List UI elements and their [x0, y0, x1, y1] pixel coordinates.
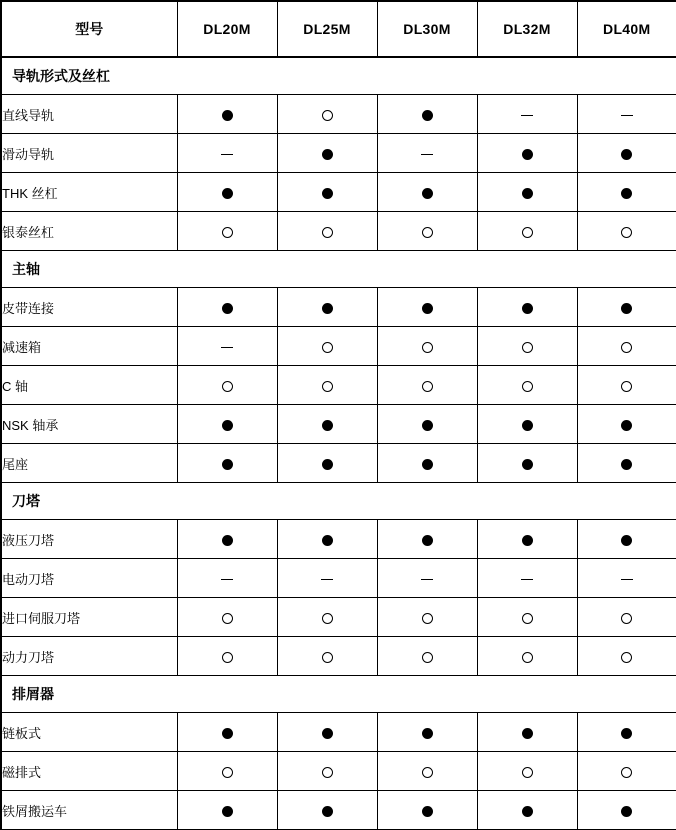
cell-mark-filled [477, 173, 577, 212]
header-cell-label: 型号 [1, 1, 177, 57]
dash-icon [521, 115, 533, 116]
row-label: 皮带连接 [1, 288, 177, 327]
filled-circle-icon [522, 728, 533, 739]
header-cell-model-2: DL25M [277, 1, 377, 57]
cell-mark-filled [177, 520, 277, 559]
table-header [1, 1, 676, 57]
filled-circle-icon [222, 728, 233, 739]
cell-mark-dash [477, 559, 577, 598]
cell-mark-open [277, 598, 377, 637]
row-label: NSK 轴承 [1, 405, 177, 444]
filled-circle-icon [621, 535, 632, 546]
open-circle-icon [621, 227, 632, 238]
filled-circle-icon [222, 303, 233, 314]
cell-mark-filled [177, 444, 277, 483]
table-row [1, 598, 676, 637]
open-circle-icon [222, 767, 233, 778]
dash-icon [621, 579, 633, 580]
cell-mark-filled [277, 405, 377, 444]
cell-mark-filled [277, 173, 377, 212]
table-row [1, 637, 676, 676]
table-row [1, 95, 676, 134]
open-circle-icon [621, 381, 632, 392]
cell-mark-filled [477, 520, 577, 559]
cell-mark-dash [177, 134, 277, 173]
row-label: 链板式 [1, 713, 177, 752]
cell-mark-open [277, 212, 377, 251]
cell-mark-filled [577, 134, 676, 173]
cell-mark-filled [377, 444, 477, 483]
filled-circle-icon [522, 149, 533, 160]
cell-mark-filled [577, 713, 676, 752]
section-header-row [1, 483, 676, 520]
cell-mark-open [277, 752, 377, 791]
cell-mark-open [477, 366, 577, 405]
filled-circle-icon [222, 188, 233, 199]
cell-mark-filled [277, 520, 377, 559]
filled-circle-icon [522, 535, 533, 546]
filled-circle-icon [522, 806, 533, 817]
cell-mark-filled [177, 95, 277, 134]
cell-mark-open [177, 366, 277, 405]
open-circle-icon [222, 652, 233, 663]
header-cell-model-4: DL32M [477, 1, 577, 57]
filled-circle-icon [222, 420, 233, 431]
cell-mark-filled [577, 444, 676, 483]
cell-mark-open [477, 752, 577, 791]
open-circle-icon [222, 613, 233, 624]
filled-circle-icon [522, 420, 533, 431]
cell-mark-open [477, 212, 577, 251]
open-circle-icon [322, 110, 333, 121]
section-header-row [1, 676, 676, 713]
table-row [1, 288, 676, 327]
table-row [1, 752, 676, 791]
cell-mark-open [377, 327, 477, 366]
cell-mark-filled [377, 288, 477, 327]
filled-circle-icon [222, 806, 233, 817]
row-label: C 轴 [1, 366, 177, 405]
cell-mark-open [177, 637, 277, 676]
cell-mark-open [377, 637, 477, 676]
cell-mark-open [577, 752, 676, 791]
cell-mark-open [177, 212, 277, 251]
dash-icon [221, 347, 233, 348]
cell-mark-filled [477, 444, 577, 483]
open-circle-icon [322, 767, 333, 778]
cell-mark-open [477, 598, 577, 637]
table-body [1, 57, 676, 830]
open-circle-icon [322, 227, 333, 238]
filled-circle-icon [522, 188, 533, 199]
filled-circle-icon [522, 459, 533, 470]
filled-circle-icon [422, 459, 433, 470]
cell-mark-open [477, 327, 577, 366]
table-row [1, 327, 676, 366]
row-label: 液压刀塔 [1, 520, 177, 559]
cell-mark-filled [277, 134, 377, 173]
open-circle-icon [522, 227, 533, 238]
row-label: 尾座 [1, 444, 177, 483]
open-circle-icon [621, 613, 632, 624]
cell-mark-open [577, 212, 676, 251]
filled-circle-icon [621, 459, 632, 470]
dash-icon [221, 579, 233, 580]
cell-mark-dash [377, 134, 477, 173]
cell-mark-open [277, 366, 377, 405]
cell-mark-open [177, 598, 277, 637]
row-label: 滑动导轨 [1, 134, 177, 173]
open-circle-icon [422, 381, 433, 392]
section-title: 排屑器 [1, 676, 676, 713]
table-row [1, 559, 676, 598]
table-row [1, 713, 676, 752]
open-circle-icon [422, 613, 433, 624]
cell-mark-filled [377, 173, 477, 212]
cell-mark-filled [477, 288, 577, 327]
cell-mark-filled [577, 288, 676, 327]
section-header-row [1, 57, 676, 95]
dash-icon [421, 579, 433, 580]
cell-mark-dash [577, 95, 676, 134]
dash-icon [421, 154, 433, 155]
cell-mark-filled [377, 405, 477, 444]
open-circle-icon [522, 342, 533, 353]
cell-mark-filled [277, 288, 377, 327]
open-circle-icon [621, 652, 632, 663]
header-cell-model-1: DL20M [177, 1, 277, 57]
filled-circle-icon [422, 420, 433, 431]
filled-circle-icon [322, 188, 333, 199]
table-row [1, 212, 676, 251]
table-row [1, 791, 676, 830]
open-circle-icon [422, 767, 433, 778]
filled-circle-icon [322, 149, 333, 160]
filled-circle-icon [621, 728, 632, 739]
section-header-row [1, 251, 676, 288]
cell-mark-open [177, 752, 277, 791]
filled-circle-icon [621, 420, 632, 431]
row-label: THK 丝杠 [1, 173, 177, 212]
dash-icon [321, 579, 333, 580]
table-row [1, 444, 676, 483]
table-header-row [1, 1, 676, 57]
open-circle-icon [522, 381, 533, 392]
section-title: 主轴 [1, 251, 676, 288]
cell-mark-filled [177, 791, 277, 830]
filled-circle-icon [322, 728, 333, 739]
open-circle-icon [322, 342, 333, 353]
filled-circle-icon [422, 535, 433, 546]
cell-mark-dash [477, 95, 577, 134]
cell-mark-filled [177, 288, 277, 327]
section-title: 导轨形式及丝杠 [1, 57, 676, 95]
cell-mark-filled [277, 791, 377, 830]
cell-mark-filled [177, 405, 277, 444]
filled-circle-icon [322, 303, 333, 314]
filled-circle-icon [222, 459, 233, 470]
cell-mark-filled [577, 173, 676, 212]
row-label: 电动刀塔 [1, 559, 177, 598]
row-label: 铁屑搬运车 [1, 791, 177, 830]
cell-mark-open [377, 366, 477, 405]
cell-mark-filled [177, 713, 277, 752]
open-circle-icon [422, 227, 433, 238]
row-label: 进口伺服刀塔 [1, 598, 177, 637]
row-label: 磁排式 [1, 752, 177, 791]
cell-mark-filled [477, 713, 577, 752]
filled-circle-icon [222, 535, 233, 546]
table-row [1, 173, 676, 212]
open-circle-icon [222, 227, 233, 238]
table-row [1, 405, 676, 444]
filled-circle-icon [422, 110, 433, 121]
open-circle-icon [222, 381, 233, 392]
cell-mark-open [577, 637, 676, 676]
cell-mark-filled [377, 95, 477, 134]
cell-mark-open [577, 598, 676, 637]
open-circle-icon [621, 342, 632, 353]
cell-mark-open [377, 752, 477, 791]
open-circle-icon [522, 613, 533, 624]
cell-mark-filled [477, 134, 577, 173]
row-label: 直线导轨 [1, 95, 177, 134]
row-label: 银泰丝杠 [1, 212, 177, 251]
filled-circle-icon [222, 110, 233, 121]
cell-mark-filled [377, 713, 477, 752]
open-circle-icon [422, 652, 433, 663]
cell-mark-open [277, 637, 377, 676]
filled-circle-icon [621, 149, 632, 160]
open-circle-icon [322, 381, 333, 392]
cell-mark-filled [177, 173, 277, 212]
cell-mark-filled [377, 791, 477, 830]
cell-mark-open [377, 212, 477, 251]
cell-mark-filled [477, 791, 577, 830]
cell-mark-open [577, 366, 676, 405]
cell-mark-dash [577, 559, 676, 598]
cell-mark-open [277, 327, 377, 366]
dash-icon [521, 579, 533, 580]
row-label: 动力刀塔 [1, 637, 177, 676]
dash-icon [221, 154, 233, 155]
cell-mark-dash [177, 327, 277, 366]
filled-circle-icon [621, 303, 632, 314]
cell-mark-dash [277, 559, 377, 598]
filled-circle-icon [522, 303, 533, 314]
filled-circle-icon [621, 188, 632, 199]
cell-mark-dash [377, 559, 477, 598]
cell-mark-open [577, 327, 676, 366]
cell-mark-filled [577, 791, 676, 830]
header-cell-model-3: DL30M [377, 1, 477, 57]
open-circle-icon [322, 613, 333, 624]
cell-mark-open [477, 637, 577, 676]
filled-circle-icon [322, 535, 333, 546]
filled-circle-icon [621, 806, 632, 817]
filled-circle-icon [322, 420, 333, 431]
table-row [1, 134, 676, 173]
cell-mark-filled [577, 405, 676, 444]
row-label: 减速箱 [1, 327, 177, 366]
table-row [1, 520, 676, 559]
filled-circle-icon [422, 188, 433, 199]
cell-mark-open [377, 598, 477, 637]
section-title: 刀塔 [1, 483, 676, 520]
filled-circle-icon [322, 806, 333, 817]
cell-mark-filled [377, 520, 477, 559]
open-circle-icon [621, 767, 632, 778]
filled-circle-icon [422, 806, 433, 817]
cell-mark-filled [477, 405, 577, 444]
open-circle-icon [522, 767, 533, 778]
cell-mark-dash [177, 559, 277, 598]
table-row [1, 366, 676, 405]
filled-circle-icon [322, 459, 333, 470]
header-cell-model-5: DL40M [577, 1, 676, 57]
filled-circle-icon [422, 728, 433, 739]
cell-mark-filled [277, 713, 377, 752]
cell-mark-filled [577, 520, 676, 559]
cell-mark-filled [277, 444, 377, 483]
open-circle-icon [522, 652, 533, 663]
open-circle-icon [422, 342, 433, 353]
filled-circle-icon [422, 303, 433, 314]
open-circle-icon [322, 652, 333, 663]
dash-icon [621, 115, 633, 116]
cell-mark-open [277, 95, 377, 134]
